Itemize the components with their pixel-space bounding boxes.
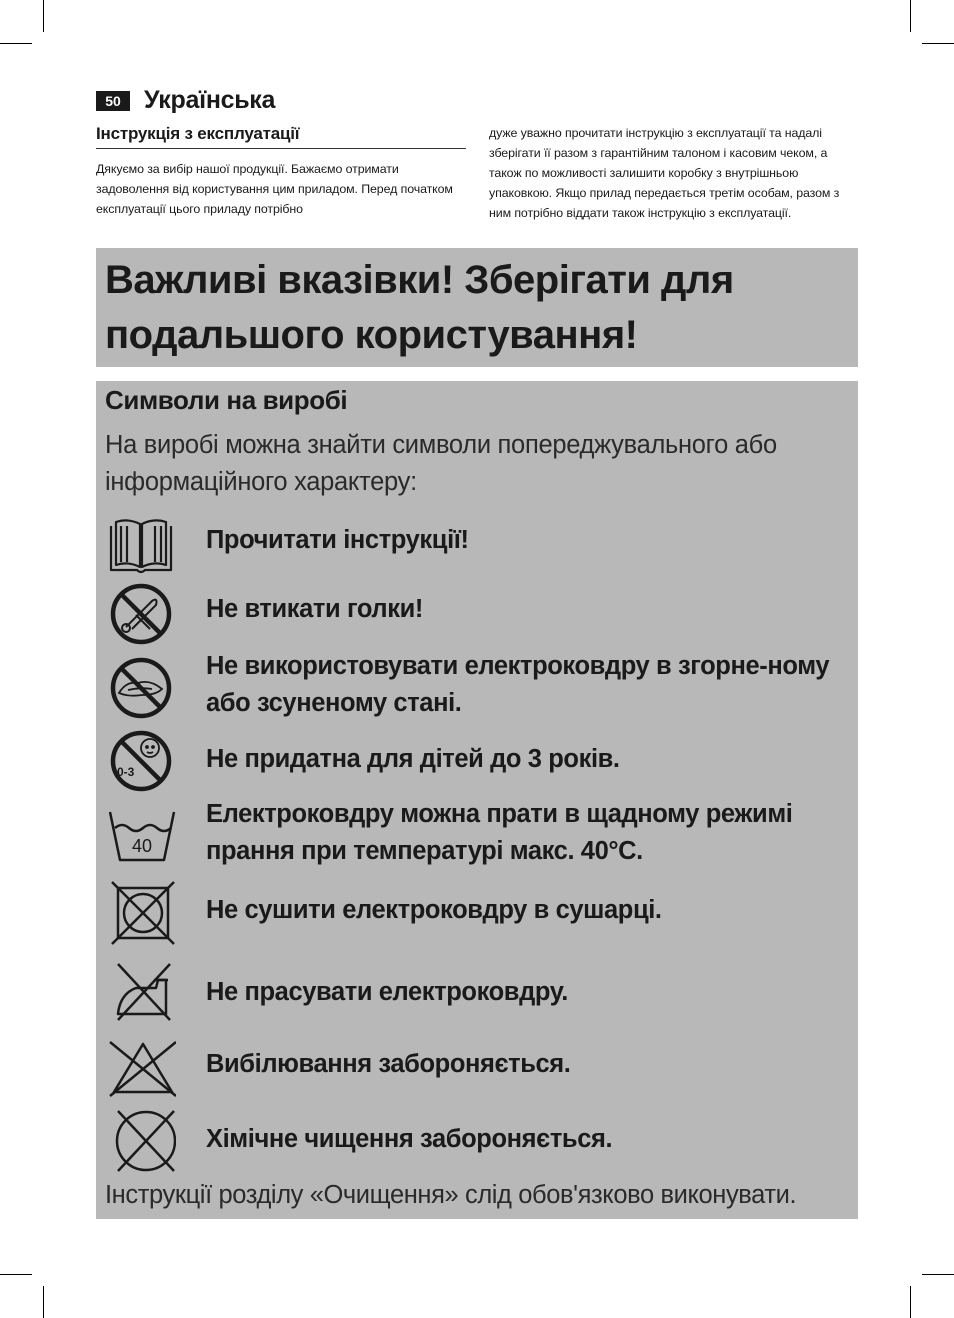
symbol-text-wash-40: Електроковдру можна прати в щадному режимі прання при температурі макс. 40°C. [206,800,793,865]
intro-heading: Інструкція з експлуатації [96,124,466,149]
crop-mark [0,43,32,44]
symbol-text-no-pins: Не втикати голки! [206,595,423,623]
wash-40-icon [106,804,176,874]
not-for-children-icon [106,726,176,796]
symbols-intro: На виробі можна знайти символи попереджувального або інформаційного характеру: [105,431,777,496]
crop-mark [43,1286,44,1318]
symbol-text-no-iron: Не прасувати електроковдру. [206,978,568,1006]
no-tumble-dry-icon [106,879,176,949]
read-instructions-icon [106,514,176,584]
intro-left-text: Дякуємо за вибір нашої продукції. Бажаємо отримати задоволення від користування цим приладом. Перед початком експлуатації цього приладу потрібно [96,162,453,216]
crop-mark [922,43,954,44]
symbol-text-no-tumble-dry: Не сушити електроковдру в сушарці. [206,896,662,924]
no-dry-clean-icon [106,1104,176,1174]
symbol-text-no-bleach: Вибілювання забороняється. [206,1050,571,1078]
crop-mark [910,1286,911,1318]
banner-title: Важливі вказівки! Зберігати для подальшого користування! [105,258,734,357]
symbols-footer-note: Інструкції розділу «Очищення» слід обов'язково виконувати. [105,1181,797,1209]
wash-temperature-label: 40 [132,836,153,856]
symbols-panel [96,381,858,1219]
page-number-badge: 50 [96,91,130,111]
no-folded-use-icon [106,653,176,723]
no-pins-icon [106,579,176,649]
symbol-text-no-folded-use: Не використовувати електроковдру в згорне-ному або зсуненому стані. [206,652,830,717]
symbols-heading: Символи на виробі [105,385,348,415]
important-banner [96,248,858,367]
crop-mark [0,1274,32,1275]
no-iron-icon [106,958,176,1028]
crop-mark [922,1274,954,1275]
crop-mark [43,0,44,32]
symbol-text-read-instructions: Прочитати інструкції! [206,526,469,554]
language-header [96,86,275,115]
age-label: 0-3 [117,765,135,779]
intro-right-text: дуже уважно прочитати інструкцію з експлуатації та надалі зберігати її разом з гарантійним талоном і касовим чеком, а також по можливості залишити коробку з внутрішньою упаковкою. Якщо прилад передається третім особам, разом з ним потрібно віддати також інструкцію з експлуатації. [489,126,840,220]
language-title: Українська [144,86,276,114]
intro-left-column [96,124,466,219]
crop-mark [910,0,911,32]
no-bleach-icon [106,1034,176,1104]
symbol-text-no-dry-clean: Хімічне чищення забороняється. [206,1125,613,1153]
symbol-text-not-for-children: Не придатна для дітей до 3 років. [206,745,620,773]
